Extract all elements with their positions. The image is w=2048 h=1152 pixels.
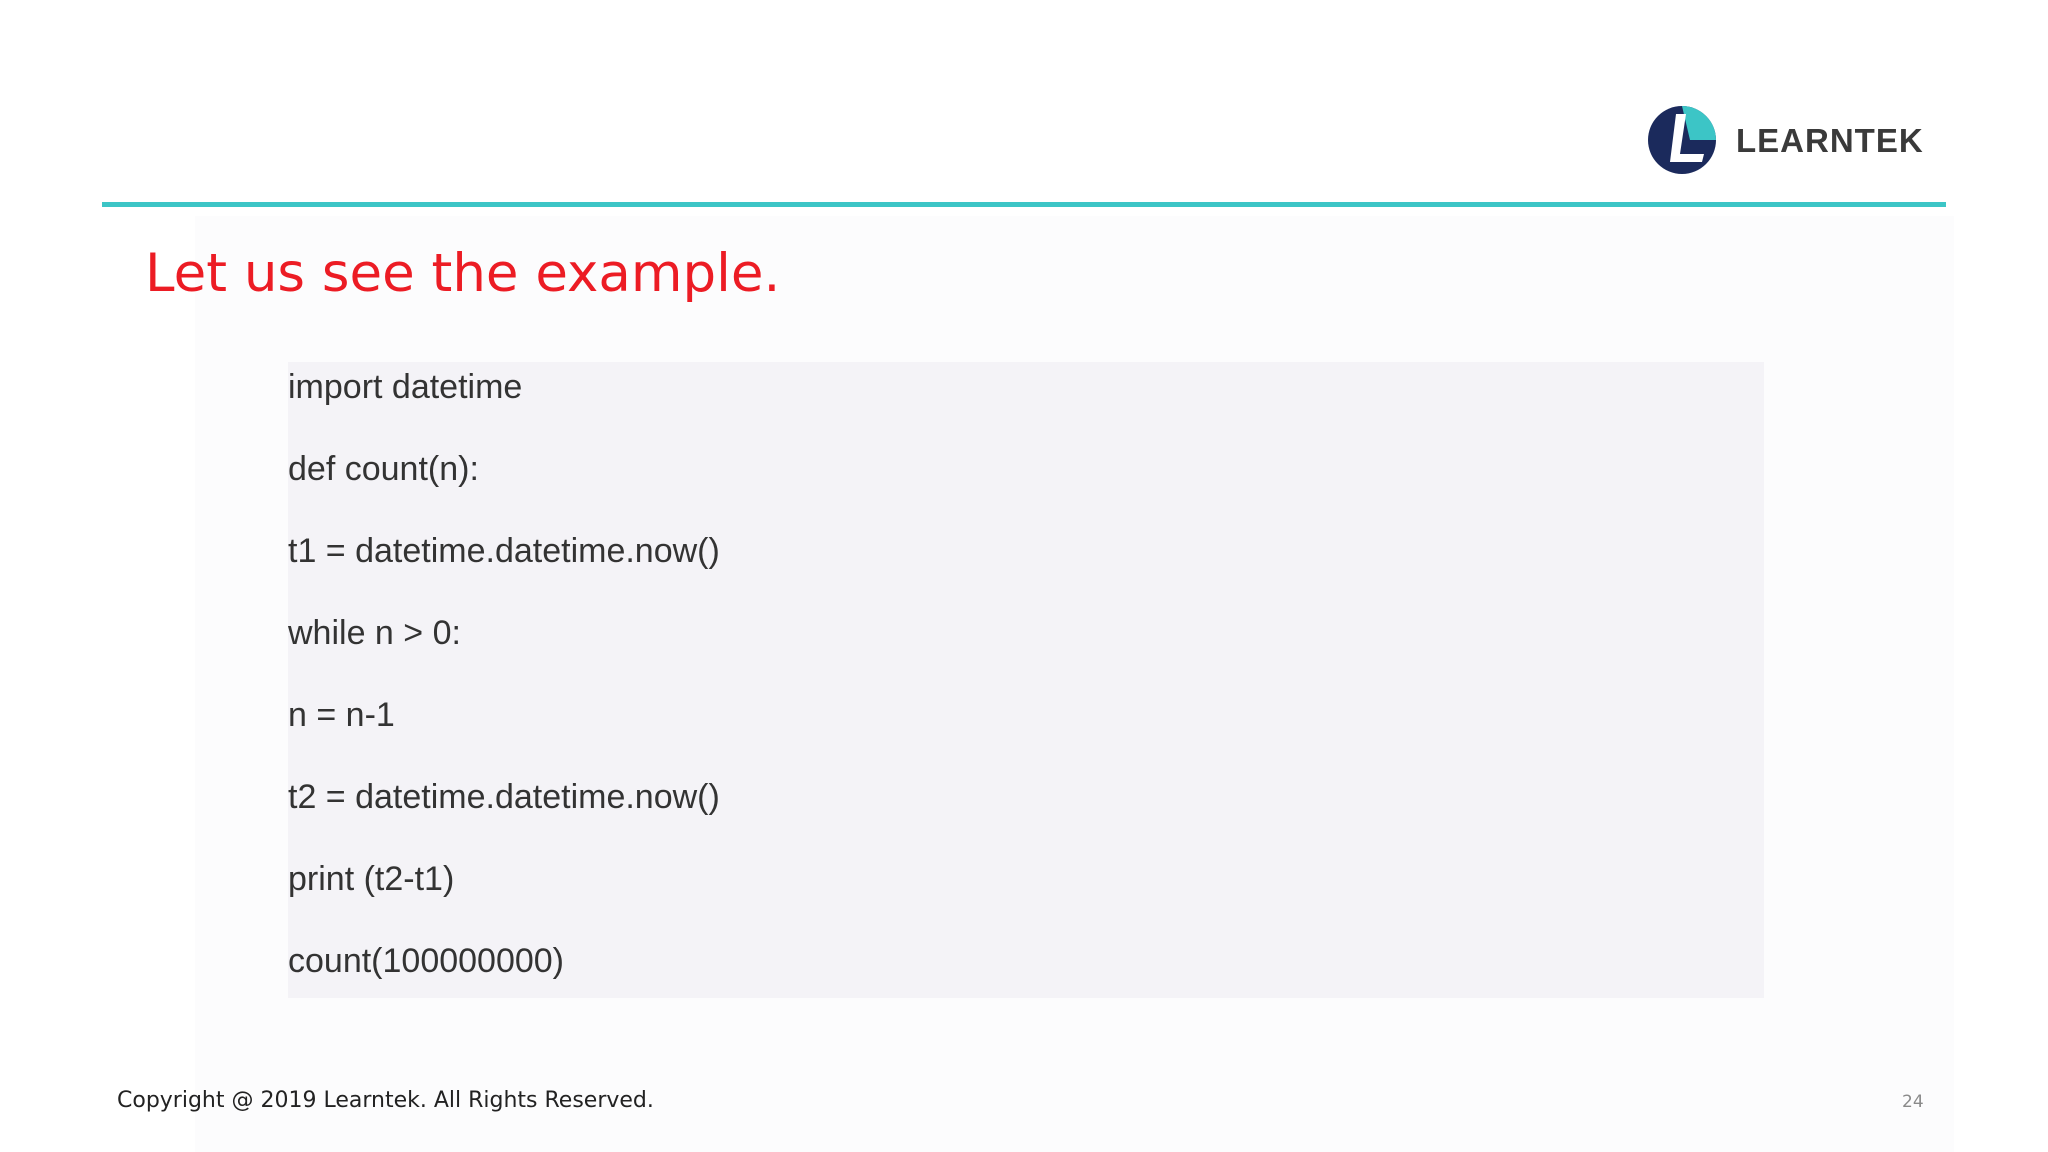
code-line: while n > 0: (288, 614, 461, 652)
slide-title: Let us see the example. (145, 243, 781, 304)
code-line: count(100000000) (288, 942, 565, 980)
header-divider (102, 202, 1946, 207)
logo-text: LEARNTEK (1736, 121, 1924, 159)
code-line: def count(n): (288, 450, 479, 488)
code-block (288, 362, 1764, 998)
code-line: print (t2-t1) (288, 860, 455, 898)
page-number: 24 (1902, 1092, 1924, 1112)
code-line: t1 = datetime.datetime.now() (288, 532, 720, 570)
code-line: import datetime (288, 368, 523, 406)
code-line: t2 = datetime.datetime.now() (288, 778, 720, 816)
learntek-logo-icon (1646, 104, 1718, 176)
copyright-text: Copyright @ 2019 Learntek. All Rights Reserved. (117, 1088, 654, 1113)
learntek-logo (1646, 100, 1924, 180)
code-line: n = n-1 (288, 696, 395, 734)
